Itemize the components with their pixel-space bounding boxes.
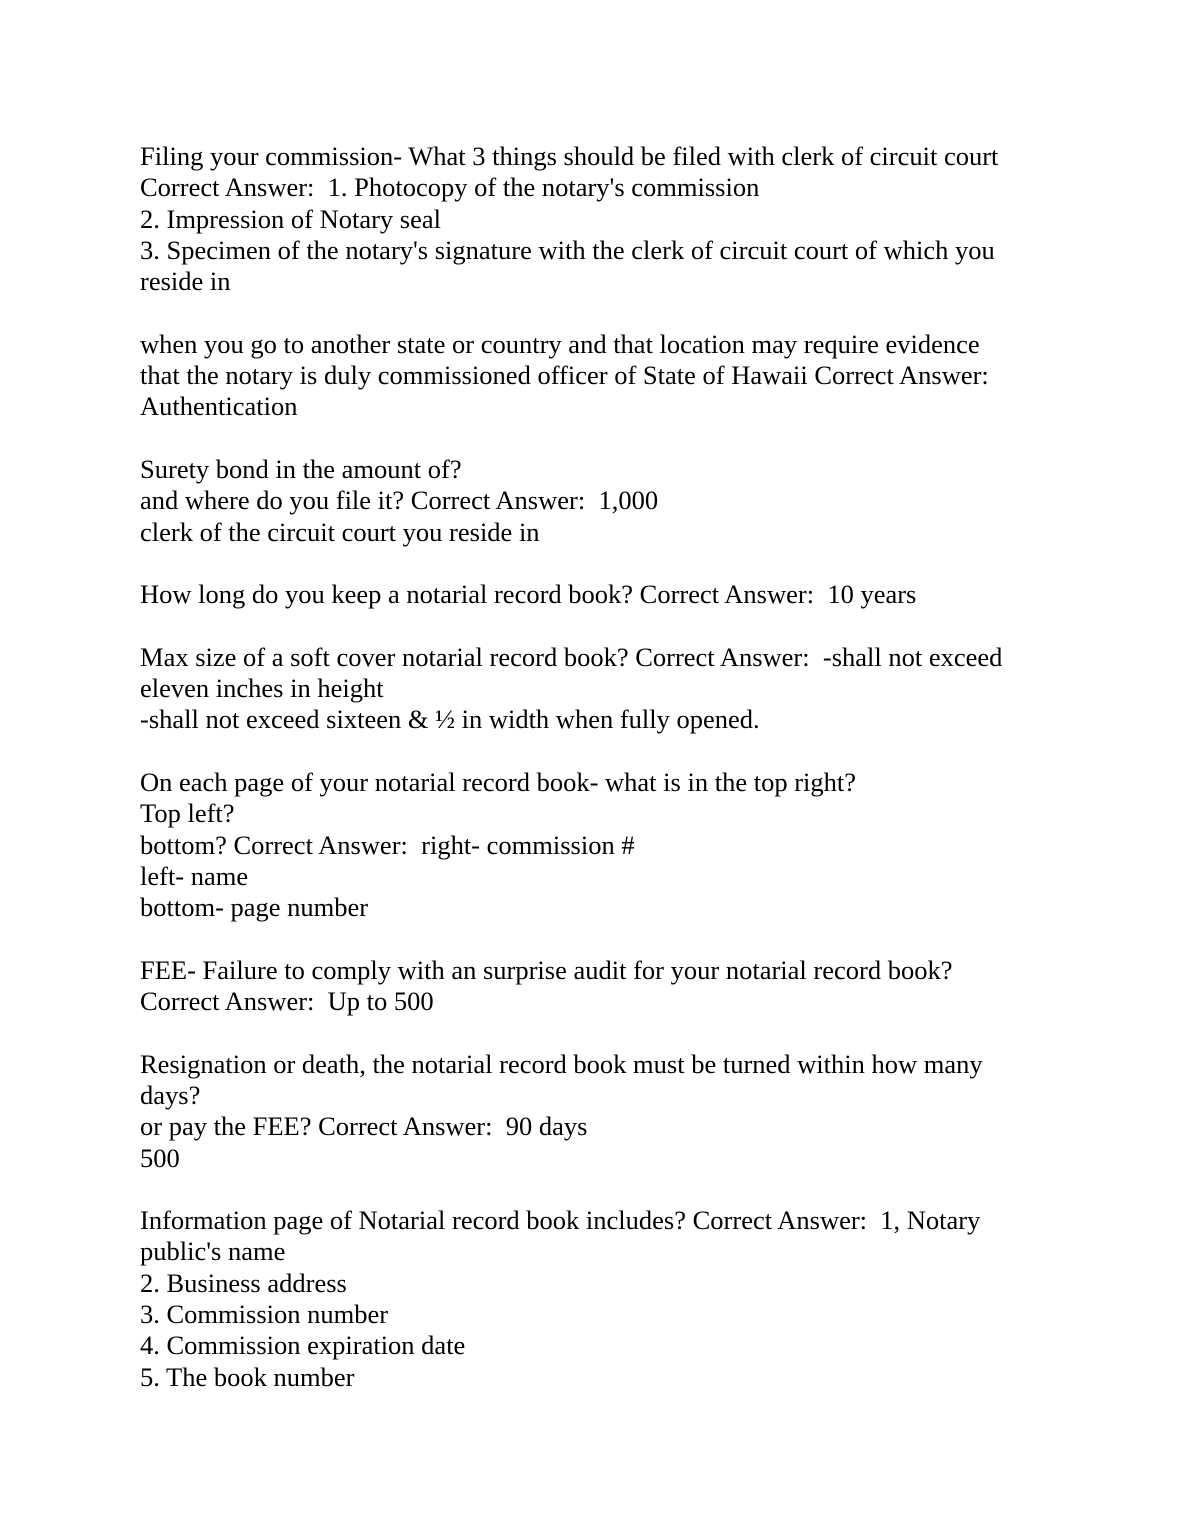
qa-item-resignation: [140, 1049, 1040, 1174]
text-line: Correct Answer: Up to 500: [140, 986, 434, 1017]
text-line: Correct Answer: 1. Photocopy of the notary's commission: [140, 172, 760, 203]
text-line: Information page of Notarial record book includes? Correct Answer: 1, Notary: [140, 1205, 981, 1236]
text-line: Resignation or death, the notarial record book must be turned within how many: [140, 1048, 983, 1079]
text-line: -shall not exceed sixteen & ½ in width when fully opened.: [140, 704, 760, 735]
text-line: 3. Specimen of the notary's signature with the clerk of circuit court of which you: [140, 234, 995, 265]
qa-item-information-page: [140, 1205, 1040, 1393]
text-line: left- name: [140, 860, 249, 891]
document-page: [140, 141, 1040, 1424]
text-line: 5. The book number: [140, 1361, 355, 1392]
text-line: reside in: [140, 266, 231, 297]
text-line: 2. Business address: [140, 1267, 347, 1298]
text-line: bottom- page number: [140, 892, 369, 923]
text-line: 500: [140, 1142, 180, 1173]
text-line: FEE- Failure to comply with an surprise audit for your notarial record book?: [140, 954, 953, 985]
text-line: Filing your commission- What 3 things should be filed with clerk of circuit court: [140, 141, 999, 171]
text-line: clerk of the circuit court you reside in: [140, 516, 540, 547]
qa-item-record-book-retention: [140, 579, 1040, 610]
text-line: Authentication: [140, 391, 298, 422]
text-line: Top left?: [140, 798, 235, 829]
text-line: How long do you keep a notarial record book? Correct Answer: 10 years: [140, 579, 917, 610]
text-line: 3. Commission number: [140, 1298, 389, 1329]
qa-item-soft-cover-size: [140, 642, 1040, 736]
text-line: eleven inches in height: [140, 673, 384, 704]
qa-item-audit-fee: [140, 955, 1040, 1018]
text-line: 2. Impression of Notary seal: [140, 203, 441, 234]
text-line: Max size of a soft cover notarial record book? Correct Answer: -shall not exceed: [140, 641, 1003, 672]
text-line: that the notary is duly commissioned officer of State of Hawaii Correct Answer:: [140, 360, 989, 391]
text-line: public's name: [140, 1236, 286, 1267]
text-line: 4. Commission expiration date: [140, 1330, 466, 1361]
text-line: and where do you file it? Correct Answer: 1,000: [140, 485, 659, 516]
text-line: when you go to another state or country and that location may require evidence: [140, 328, 980, 359]
qa-item-surety-bond: [140, 454, 1040, 548]
qa-item-authentication: [140, 329, 1040, 423]
text-line: or pay the FEE? Correct Answer: 90 days: [140, 1111, 588, 1142]
qa-item-page-layout: [140, 767, 1040, 923]
text-line: Surety bond in the amount of?: [140, 453, 462, 484]
text-line: bottom? Correct Answer: right- commission #: [140, 829, 635, 860]
qa-item-filing-commission: [140, 141, 1040, 297]
text-line: days?: [140, 1079, 201, 1110]
text-line: On each page of your notarial record book- what is in the top right?: [140, 766, 857, 797]
